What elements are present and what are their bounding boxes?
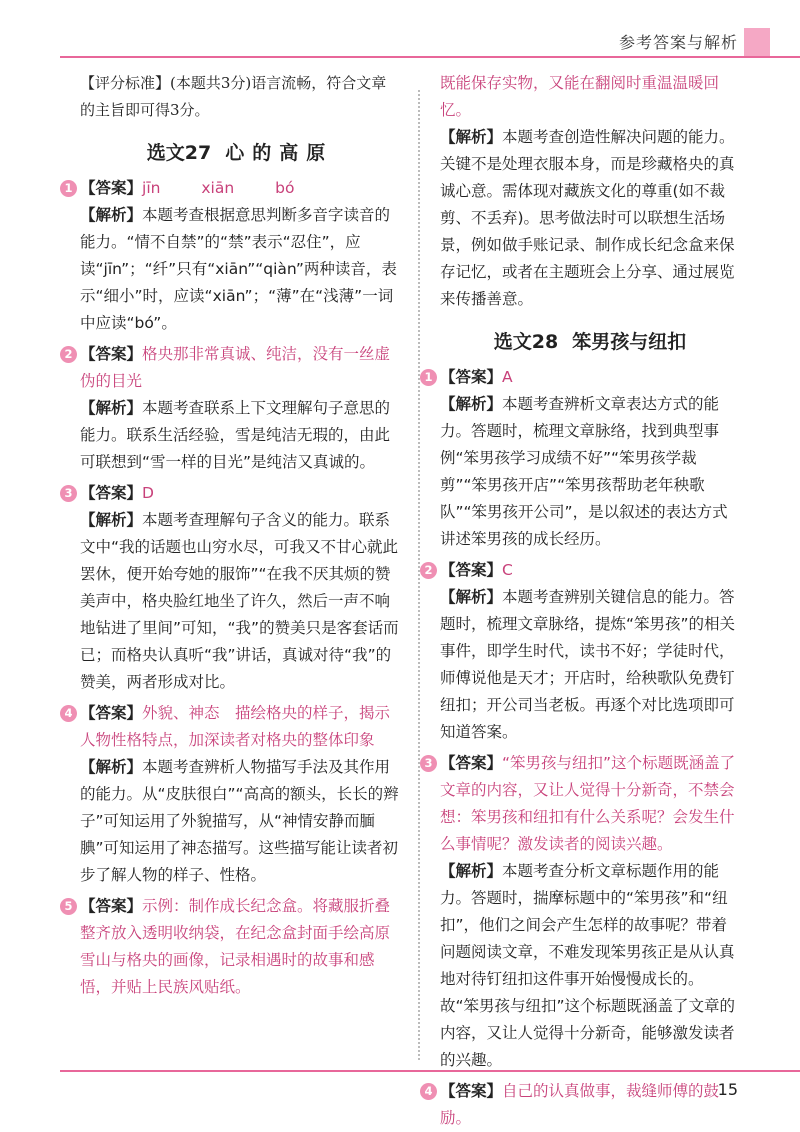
page-number: 15	[717, 1080, 738, 1099]
answer-text: jīn xiān bó	[142, 179, 295, 197]
analysis-text: 本题考查辨别关键信息的能力。答题时，梳理文章脉络，提炼“笨男孩”的相关事件，即学生时代，读书不好；学徒时代，师傅说他是天才；开店时，给秧歌队免费钉纽扣；开公司当老板。再逐个对比选项即可知道答案。	[440, 588, 736, 741]
analysis-tag: 【解析】	[440, 395, 503, 413]
answer-tag: 【答案】	[440, 754, 503, 772]
question-number-badge: 4	[420, 1083, 437, 1100]
analysis-text: 本题考查理解句子含义的能力。联系文中“我的话题也山穷水尽，可我又不甘心就此罢休，便开始夸她的服饰”“在我不厌其烦的赞美声中，格央脸红地坐了许久，然后一声不响地钻进了里间”可知，“我”的赞美只是客套话而已；而格央认真听“我”讲话，真诚对待“我”的赞美，两者形成对比。	[80, 511, 399, 691]
question-number-badge: 2	[60, 346, 77, 363]
page-header	[0, 0, 800, 60]
answer-tag: 【答案】	[80, 179, 143, 197]
question-item-5	[64, 893, 400, 1001]
question-item-1	[424, 364, 740, 553]
section-title-27	[80, 138, 400, 165]
right-column	[424, 70, 740, 1132]
analysis-tag: 【解析】	[80, 511, 143, 529]
analysis-text: 本题考查辨析人物描写手法及其作用的能力。从“皮肤很白”“高高的额头，长长的辫子”可知运用了外貌描写，从“神情安静而腼腆”可知运用了神态描写。这些描写能让读者初步了解人物的样子、性格。	[80, 758, 399, 884]
analysis-tag: 【解析】	[80, 399, 143, 417]
question-item-2	[64, 341, 400, 476]
answer-text: C	[502, 561, 513, 579]
answer-tag: 【答案】	[80, 897, 143, 915]
analysis-text: 本题考查联系上下文理解句子意思的能力。联系生活经验，雪是纯洁无瑕的，由此可联想到“雪一样的目光”是纯洁又真诚的。	[80, 399, 391, 471]
analysis-text: 本题考查创造性解决问题的能力。关键不是处理衣服本身，而是珍藏格央的真诚心意。需体现对藏族文化的尊重(如不裁剪、不丢弃)。思考做法时可以联想生活场景，例如做手账记录、制作成长纪念盒来保存记忆，或者在主题班会上分享、通过展览来传播善意。	[440, 128, 735, 308]
header-rule	[60, 56, 800, 58]
section-name: 心的高原	[225, 142, 334, 164]
section-label: 选文28	[493, 331, 559, 353]
analysis-text: 本题考查辨析文章表达方式的能力。答题时，梳理文章脉络，找到典型事例“笨男孩学习成绩不好”“笨男孩学裁剪”“笨男孩开店”“笨男孩帮助老年秧歌队”“笨男孩开公司”，是以叙述的表达方式讲述笨男孩的成长经历。	[440, 395, 728, 548]
section-label: 选文27	[146, 142, 212, 164]
question-number-badge: 4	[60, 705, 77, 722]
answer-tag: 【答案】	[440, 368, 503, 386]
question-item-4	[424, 1078, 740, 1132]
answer-text: “笨男孩与纽扣”这个标题既涵盖了文章的内容，又让人觉得十分新奇，不禁会想：笨男孩和纽扣有什么关系呢？会发生什么事情呢？激发读者的阅读兴趣。	[440, 754, 736, 853]
analysis-tag: 【解析】	[80, 206, 143, 224]
answer-text: 示例：制作成长纪念盒。将藏服折叠整齐放入透明收纳袋，在纪念盒封面手绘高原雪山与格央的画像，记录相遇时的故事和感悟，并贴上民族风贴纸。	[80, 897, 391, 996]
question-item-3	[64, 480, 400, 696]
analysis-tag: 【解析】	[80, 758, 143, 776]
question-number-badge: 3	[420, 755, 437, 772]
answer-tag: 【答案】	[80, 484, 143, 502]
answer-text: 自己的认真做事，裁缝师傅的鼓励。	[440, 1082, 720, 1127]
analysis-tag: 【解析】	[440, 862, 503, 880]
question-item-4	[64, 700, 400, 889]
question-item-2	[424, 557, 740, 746]
section-name: 笨男孩与纽扣	[572, 331, 687, 353]
answer-text: D	[142, 484, 154, 502]
header-title: 参考答案与解析	[618, 33, 738, 52]
analysis-tag: 【解析】	[440, 128, 503, 146]
answer-tag: 【答案】	[80, 345, 143, 363]
answer-tag: 【答案】	[440, 1082, 503, 1100]
analysis-text: 本题考查分析文章标题作用的能力。答题时，揣摩标题中的“笨男孩”和“纽扣”，他们之间会产生怎样的故事呢？带着问题阅读文章，不难发现笨男孩正是从认真地对待钉纽扣这件事开始慢慢成长的。故“笨男孩与纽扣”这个标题既涵盖了文章的内容，又让人觉得十分新奇，能够激发读者的兴趣。	[440, 862, 736, 1069]
answer-continuation: 既能保存实物，又能在翻阅时重温温暖回忆。	[440, 74, 720, 119]
question-number-badge: 2	[420, 562, 437, 579]
scoring-criteria: 【评分标准】(本题共3分)语言流畅，符合文章的主旨即可得3分。	[80, 74, 387, 119]
left-column	[64, 70, 400, 1001]
answer-tag: 【答案】	[440, 561, 503, 579]
column-divider	[418, 90, 420, 1060]
question-number-badge: 3	[60, 485, 77, 502]
answer-text: A	[502, 368, 513, 386]
question-number-badge: 1	[60, 180, 77, 197]
footer-rule	[60, 1070, 800, 1072]
question-item-1	[64, 175, 400, 337]
analysis-text: 本题考查根据意思判断多音字读音的能力。“情不自禁”的“禁”表示“忍住”，应读“jīn”；“纤”只有“xiān”“qiàn”两种读音，表示“细小”时，应读“xiān”；“薄”在“浅薄”一词中应读“bó”。	[80, 206, 397, 332]
answer-text: 格央那非常真诚、纯洁，没有一丝虚伪的目光	[80, 345, 391, 390]
section-title-28	[440, 327, 740, 354]
answer-text: 外貌、神态 描绘格央的样子，揭示人物性格特点，加深读者对格央的整体印象	[80, 704, 391, 749]
question-number-badge: 1	[420, 369, 437, 386]
question-item-3	[424, 750, 740, 1074]
header-tab-marker	[744, 28, 770, 56]
answer-tag: 【答案】	[80, 704, 143, 722]
analysis-tag: 【解析】	[440, 588, 503, 606]
question-number-badge: 5	[60, 898, 77, 915]
